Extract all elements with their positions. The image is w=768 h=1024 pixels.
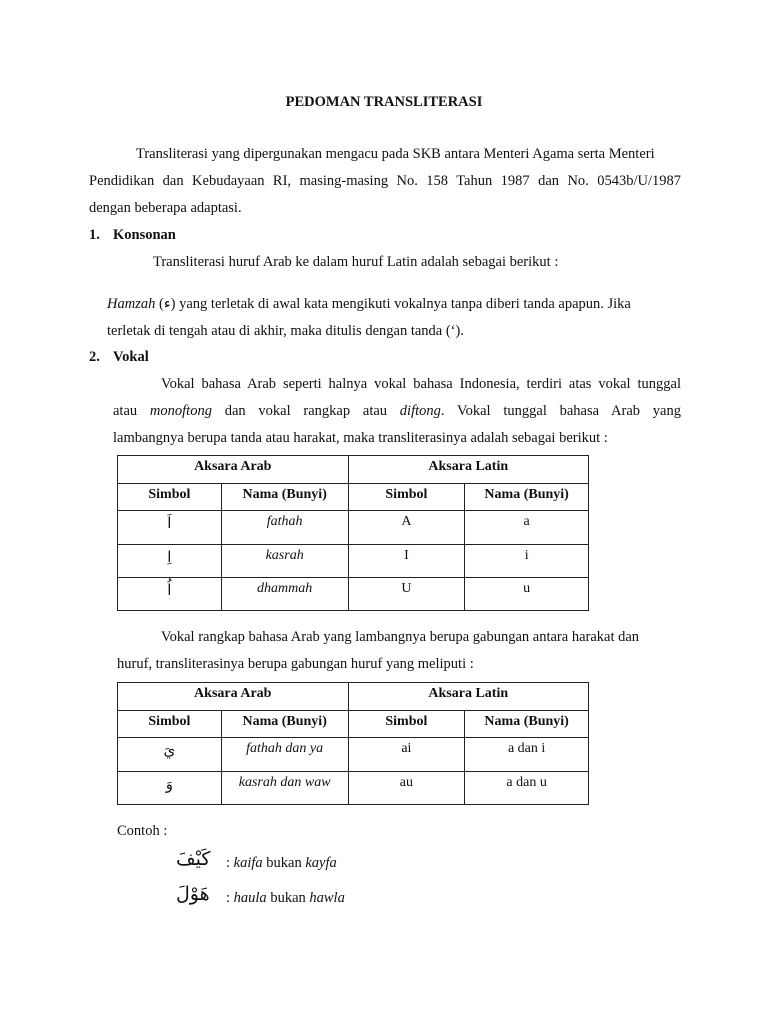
arab-symbol: وَ [118,772,222,805]
section-1-heading: Konsonan [113,227,176,243]
intro-line-1: Transliterasi yang dipergunakan mengacu pada SKB antara Menteri Agama serta Menteri [136,146,655,162]
example-2-arab: هَوْلَ [176,883,210,905]
arab-name: dhammah [221,578,348,611]
header-nama: Nama (Bunyi) [465,711,589,738]
latin-name: a dan i [465,738,589,772]
section-2-number: 2. [89,349,100,365]
vokal-term-monoftong: monoftong [149,403,212,419]
table-row [118,545,589,578]
latin-name: a dan u [465,772,589,805]
header-nama: Nama (Bunyi) [465,484,589,511]
example-2-text [226,890,345,907]
example-2-mid: bukan [266,890,310,906]
arab-symbol: يَ [118,738,222,772]
vokal-text-e: . Vokal tunggal bahasa Arab yang [440,403,681,419]
vokal-p1-line-1: Vokal bahasa Arab seperti halnya vokal bahasa Indonesia, terdiri atas vokal tunggal [161,376,681,392]
example-1-mid: bukan [262,855,306,871]
vokal-p1-line-2 [113,403,681,420]
vokal-p2-line-1: Vokal rangkap bahasa Arab yang lambangnya berupa gabungan antara harakat dan [161,629,640,645]
example-1-correct: kaifa [233,855,263,871]
header-simbol: Simbol [348,484,465,511]
latin-symbol: A [348,511,465,545]
arab-name: kasrah dan waw [221,772,348,805]
section-2-heading: Vokal [113,349,149,365]
arab-name: kasrah [221,545,348,578]
vokal-rangkap-table [117,682,589,805]
example-sep: : [226,890,234,906]
intro-line-3: dengan beberapa adaptasi. [89,200,242,216]
latin-symbol: U [348,578,465,611]
vokal-p1-line-3: lambangnya berupa tanda atau harakat, maka transliterasinya adalah sebagai berikut : [113,430,608,446]
hamzah-term: Hamzah [107,296,156,312]
arab-name: fathah dan ya [221,738,348,772]
intro-line-2: Pendidikan dan Kebudayaan RI, masing-masing No. 158 Tahun 1987 dan No. 0543b/U/1987 [89,173,681,189]
latin-symbol: au [348,772,465,805]
example-1-text [226,855,337,872]
table-row [118,511,589,545]
latin-symbol: ai [348,738,465,772]
latin-name: a [465,511,589,545]
header-aksara-arab: Aksara Arab [118,683,349,711]
section-1-number: 1. [89,227,100,243]
example-sep: : [226,855,234,871]
hamzah-line-2: terletak di tengah atau di akhir, maka ditulis dengan tanda (‘). [107,323,464,339]
header-nama: Nama (Bunyi) [221,711,348,738]
table-row [118,738,589,772]
hamzah-rest: yang terletak di awal kata mengikuti vokalnya tanpa diberi tanda apapun. Jika [175,296,631,312]
vokal-p2-line-2: huruf, transliterasinya berupa gabungan huruf yang meliputi : [117,656,474,672]
page-title: PEDOMAN TRANSLITERASI [285,94,483,110]
example-2-correct: haula [233,890,267,906]
latin-name: u [465,578,589,611]
header-simbol: Simbol [118,484,222,511]
header-aksara-latin: Aksara Latin [348,683,588,711]
header-simbol: Simbol [118,711,222,738]
header-aksara-arab: Aksara Arab [118,456,349,484]
contoh-label: Contoh : [117,823,168,839]
latin-name: i [465,545,589,578]
arab-symbol: اَ [118,511,222,545]
example-1-wrong: kayfa [305,855,337,871]
latin-symbol: I [348,545,465,578]
table-row [118,772,589,805]
arab-symbol: اِ [118,545,222,578]
example-2-wrong: hawla [309,890,345,906]
vokal-text-a: atau [113,403,150,419]
table-row [118,578,589,611]
header-simbol: Simbol [348,711,465,738]
vokal-term-diftong: diftong [399,403,441,419]
example-1-arab: كَيْفَ [176,848,211,870]
header-nama: Nama (Bunyi) [221,484,348,511]
header-aksara-latin: Aksara Latin [348,456,588,484]
arab-symbol: اُ [118,578,222,611]
hamzah-line-1 [107,296,631,313]
vokal-tunggal-table [117,455,589,611]
vokal-text-c: dan vokal rangkap atau [211,403,400,419]
hamzah-symbol: (ء) [158,296,176,312]
arab-name: fathah [221,511,348,545]
section-1-text: Transliterasi huruf Arab ke dalam huruf Latin adalah sebagai berikut : [153,254,559,270]
